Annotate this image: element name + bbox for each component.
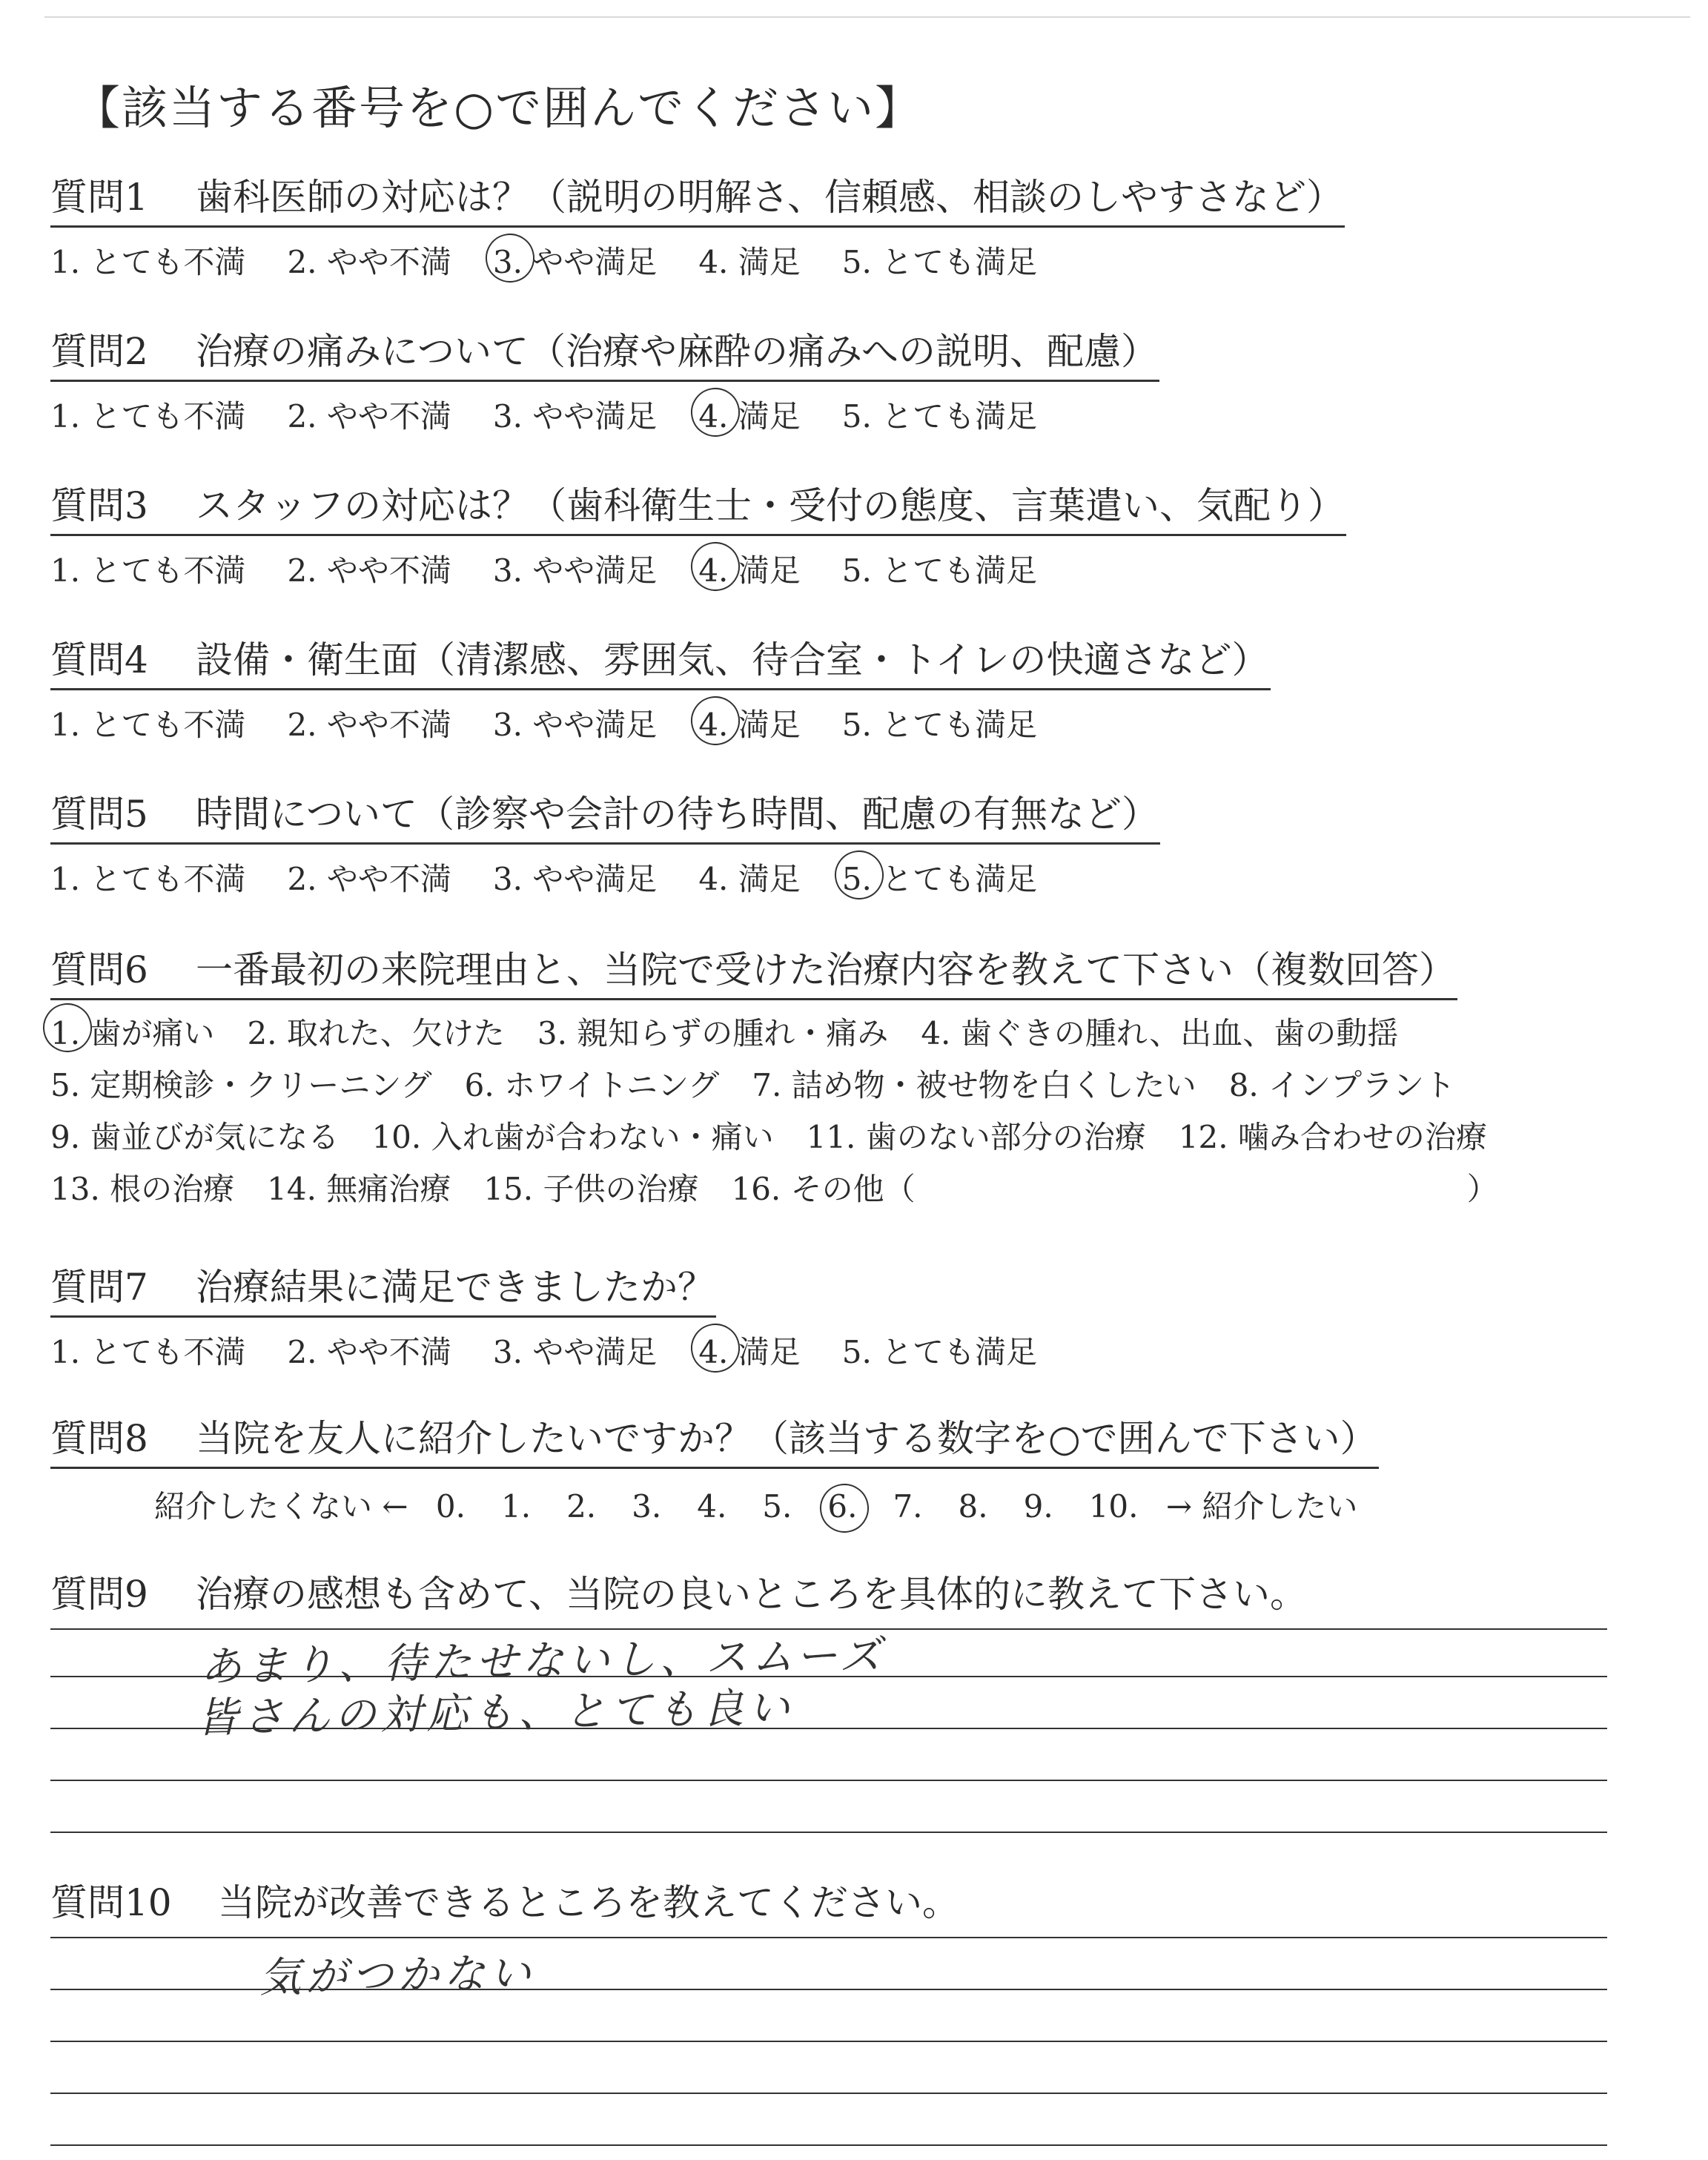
option: 1. とても不満	[50, 861, 246, 897]
question-8-text: 当院を友人に紹介したいですか？（該当する数字を○で囲んで下さい）	[196, 1417, 1377, 1460]
option-row	[50, 1060, 1520, 1112]
scale-value: 7.	[893, 1488, 923, 1525]
option: 9. 歯並びが気になる	[50, 1119, 340, 1155]
answer-line	[50, 2093, 1607, 2094]
question-2-options	[50, 392, 1159, 437]
question-8-heading	[50, 1409, 1379, 1469]
question-3-heading	[50, 476, 1346, 536]
question-7-heading	[50, 1258, 716, 1318]
answer-line	[50, 2041, 1607, 2042]
option: 8. インプラント	[1228, 1067, 1456, 1103]
question-3-options	[50, 546, 1346, 591]
option-row	[50, 1008, 1520, 1060]
question-1-heading	[50, 168, 1345, 228]
option: 5. とても満足	[841, 398, 1038, 435]
question-9-heading	[50, 1565, 1308, 1622]
answer-line	[50, 1780, 1607, 1781]
option: 5. とても満足	[841, 244, 1038, 280]
option: 3. やや満足	[492, 398, 658, 435]
question-3	[50, 476, 1346, 591]
question-1-text: 歯科医師の対応は？（説明の明解さ、信頼感、相談のしやすさなど）	[196, 176, 1343, 219]
question-5-number: 質問5	[50, 793, 148, 836]
option-row	[50, 1163, 1520, 1215]
circled-option: 4. 満足	[698, 701, 800, 745]
question-2-heading	[50, 322, 1159, 382]
circled-option: 5. とても満足	[842, 855, 1037, 899]
circled-option: 4. 満足	[698, 392, 800, 437]
scale-value: 1.	[500, 1488, 532, 1525]
question-10	[50, 1873, 961, 1931]
question-4-text: 設備・衛生面（清潔感、雰囲気、待合室・トイレの快適さなど）	[196, 638, 1269, 681]
question-8-number: 質問8	[50, 1417, 148, 1460]
option: 3. やや満足	[492, 707, 658, 743]
close-paren: ）	[1466, 1171, 1498, 1207]
question-3-number: 質問3	[50, 484, 148, 527]
question-2	[50, 322, 1159, 437]
question-2-text: 治療の痛みについて（治療や麻酔の痛みへの説明、配慮）	[196, 330, 1158, 373]
circled-scale-value: 6.	[827, 1488, 858, 1525]
option: 3. やや満足	[492, 861, 658, 897]
question-9-number: 質問9	[50, 1573, 148, 1616]
circled-option: 4. 満足	[698, 1328, 800, 1373]
scale-value: 9.	[1023, 1488, 1053, 1525]
question-6-heading	[50, 940, 1457, 1000]
option: 12. 噛み合わせの治療	[1178, 1119, 1487, 1155]
scale-value: 8.	[958, 1488, 988, 1525]
answer-line	[50, 1937, 1607, 1938]
option: 2. やや不満	[287, 707, 451, 743]
scale-value: 4.	[697, 1488, 727, 1525]
question-1	[50, 168, 1345, 283]
scale-value: 5.	[762, 1488, 792, 1525]
scale-right-label: → 紹介したい	[1165, 1488, 1358, 1525]
option: 15. 子供の治療	[483, 1171, 699, 1207]
option: 1. とても不満	[50, 244, 246, 280]
circled-option: 3. やや満足	[493, 238, 657, 283]
scale-value: 3.	[632, 1488, 662, 1525]
option: 5. 定期検診・クリーニング	[50, 1067, 432, 1103]
option: 2. やや不満	[287, 552, 451, 589]
question-10-number: 質問10	[50, 1881, 172, 1924]
option: 6. ホワイトニング	[464, 1067, 720, 1103]
question-2-number: 質問2	[50, 330, 148, 373]
option: 7. 詰め物・被せ物を白くしたい	[752, 1067, 1196, 1103]
option: 1. とても不満	[50, 552, 246, 589]
option: 1. とても不満	[50, 707, 246, 743]
handwritten-answer-10: 気がつかない	[259, 1949, 536, 2003]
question-1-number: 質問1	[50, 176, 148, 219]
option: 2. やや不満	[287, 398, 451, 435]
answer-line	[50, 2144, 1607, 2146]
question-4-heading	[50, 630, 1271, 690]
option: 14. 無痛治療	[267, 1171, 451, 1207]
option: 2. 取れた、欠けた	[247, 1015, 505, 1051]
question-5-options	[50, 855, 1160, 899]
option: 2. やや不満	[287, 244, 451, 280]
option: 4. 満足	[698, 861, 801, 897]
option: 13. 根の治療	[50, 1171, 235, 1207]
option: 16. その他（	[731, 1171, 916, 1207]
question-6-number: 質問6	[50, 948, 148, 991]
option: 2. やや不満	[287, 861, 451, 897]
question-7	[50, 1258, 1079, 1373]
option: 5. とても満足	[841, 1334, 1038, 1370]
option: 4. 満足	[698, 244, 801, 280]
question-7-options	[50, 1328, 1079, 1373]
option: 11. 歯のない部分の治療	[806, 1119, 1146, 1155]
question-5	[50, 785, 1160, 899]
option: 1. とても不満	[50, 398, 246, 435]
option: 3. やや満足	[492, 552, 658, 589]
handwritten-answer-9-line-1: あまり、待たせないし、スムーズ	[199, 1631, 886, 1692]
page-title: 【該当する番号を○で囲んでください】	[74, 81, 923, 135]
question-8	[50, 1409, 1379, 1527]
top-rule	[44, 16, 1690, 18]
scale-value: 2.	[566, 1488, 597, 1525]
question-4	[50, 630, 1271, 745]
referral-scale	[154, 1482, 1379, 1527]
answer-line	[50, 1832, 1607, 1833]
question-7-text: 治療結果に満足できましたか？	[196, 1266, 715, 1309]
question-6-text: 一番最初の来院理由と、当院で受けた治療内容を教えて下さい（複数回答）	[196, 948, 1456, 991]
option: 1. とても不満	[50, 1334, 246, 1370]
option: 2. やや不満	[287, 1334, 451, 1370]
option: 4. 歯ぐきの腫れ、出血、歯の動揺	[921, 1015, 1399, 1051]
question-4-number: 質問4	[50, 638, 148, 681]
option-row	[50, 1112, 1520, 1163]
question-9	[50, 1565, 1308, 1622]
question-6	[50, 940, 1520, 1215]
scale-left-label: 紹介したくない ←	[154, 1488, 408, 1525]
option: 3. やや満足	[492, 1334, 658, 1370]
circled-option: 4. 満足	[698, 546, 800, 591]
option: 10. 入れ歯が合わない・痛い	[371, 1119, 774, 1155]
question-1-options	[50, 238, 1345, 283]
question-10-heading	[50, 1873, 961, 1931]
handwritten-answer-9-line-2: 皆さんの対応も、とても良い	[196, 1683, 795, 1743]
question-3-text: スタッフの対応は？（歯科衛生士・受付の態度、言葉遣い、気配り）	[196, 484, 1345, 527]
option: 5. とても満足	[841, 552, 1038, 589]
circled-option: 1. 歯が痛い	[50, 1008, 214, 1060]
question-5-heading	[50, 785, 1160, 845]
option: 5. とても満足	[841, 707, 1038, 743]
question-9-text: 治療の感想も含めて、当院の良いところを具体的に教えて下さい。	[196, 1573, 1307, 1616]
question-10-text: 当院が改善できるところを教えてください。	[218, 1881, 959, 1924]
question-5-text: 時間について（診察や会計の待ち時間、配慮の有無など）	[196, 793, 1159, 836]
question-7-number: 質問7	[50, 1266, 148, 1309]
scale-value: 10.	[1088, 1488, 1139, 1525]
question-6-options	[50, 1008, 1520, 1215]
question-4-options	[50, 701, 1271, 745]
scale-value: 0.	[435, 1488, 466, 1525]
option: 3. 親知らずの腫れ・痛み	[537, 1015, 889, 1051]
